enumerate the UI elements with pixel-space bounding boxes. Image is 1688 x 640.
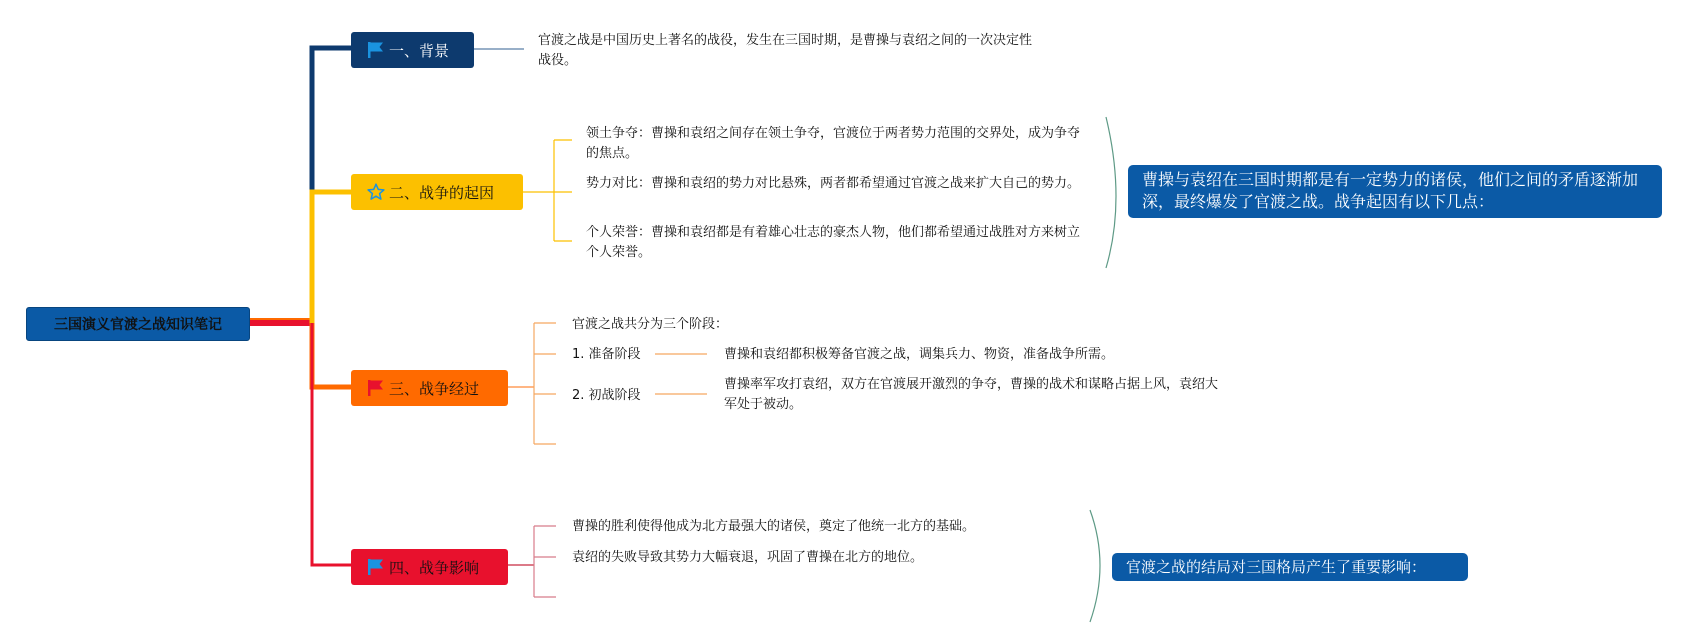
impact-item: 袁绍的失败导致其势力大幅衰退，巩固了曹操在北方的地位。 — [572, 550, 924, 565]
star-icon — [367, 183, 385, 201]
branch-process[interactable] — [351, 370, 508, 406]
causes-summary[interactable]: 曹操与袁绍在三国时期都是有一定势力的诸侯，他们之间的矛盾逐渐加深，最终爆发了官渡之战。战争起因有以下几点： — [1128, 165, 1662, 218]
background-content: 官渡之战是中国历史上著名的战役，发生在三国时期，是曹操与袁绍之间的一次决定性战役。 — [538, 33, 1033, 68]
stage-detail: 曹操和袁绍都积极筹备官渡之战，调集兵力、物资，准备战争所需。 — [724, 347, 1115, 362]
cause-item: 个人荣誉：曹操和袁绍都是有着雄心壮志的豪杰人物，他们都希望通过战胜对方来树立个人荣誉。 — [586, 225, 1081, 260]
cause-item: 势力对比：曹操和袁绍的势力对比悬殊，两者都希望通过官渡之战来扩大自己的势力。 — [586, 176, 1081, 191]
branch-causes[interactable] — [351, 174, 523, 210]
root-topic[interactable] — [26, 307, 250, 341]
branch-causes-label: 二、战争的起因 — [389, 183, 495, 202]
impact-summary[interactable]: 官渡之战的结局对三国格局产生了重要影响： — [1112, 553, 1468, 581]
stage-detail: 曹操率军攻打袁绍，双方在官渡展开激烈的争夺，曹操的战术和谋略占据上风，袁绍大军处于被动。 — [724, 377, 1219, 412]
branch-background[interactable] — [351, 32, 474, 68]
root-label: 三国演义官渡之战知识笔记 — [54, 317, 222, 333]
flag-icon — [367, 558, 385, 576]
branch-impact-label: 四、战争影响 — [389, 558, 480, 577]
flag-icon — [367, 41, 385, 59]
stage-name: 2. 初战阶段 — [572, 388, 641, 403]
impact-item: 曹操的胜利使得他成为北方最强大的诸侯，奠定了他统一北方的基础。 — [572, 519, 976, 534]
stage-name: 1. 准备阶段 — [572, 347, 641, 362]
process-intro: 官渡之战共分为三个阶段： — [572, 317, 729, 332]
branch-process-label: 三、战争经过 — [389, 379, 480, 398]
cause-item: 领土争夺：曹操和袁绍之间存在领土争夺，官渡位于两者势力范围的交界处，成为争夺的焦点。 — [586, 126, 1081, 161]
flag-icon — [367, 379, 385, 397]
branch-impact[interactable] — [351, 549, 508, 585]
branch-background-label: 一、背景 — [389, 41, 450, 60]
